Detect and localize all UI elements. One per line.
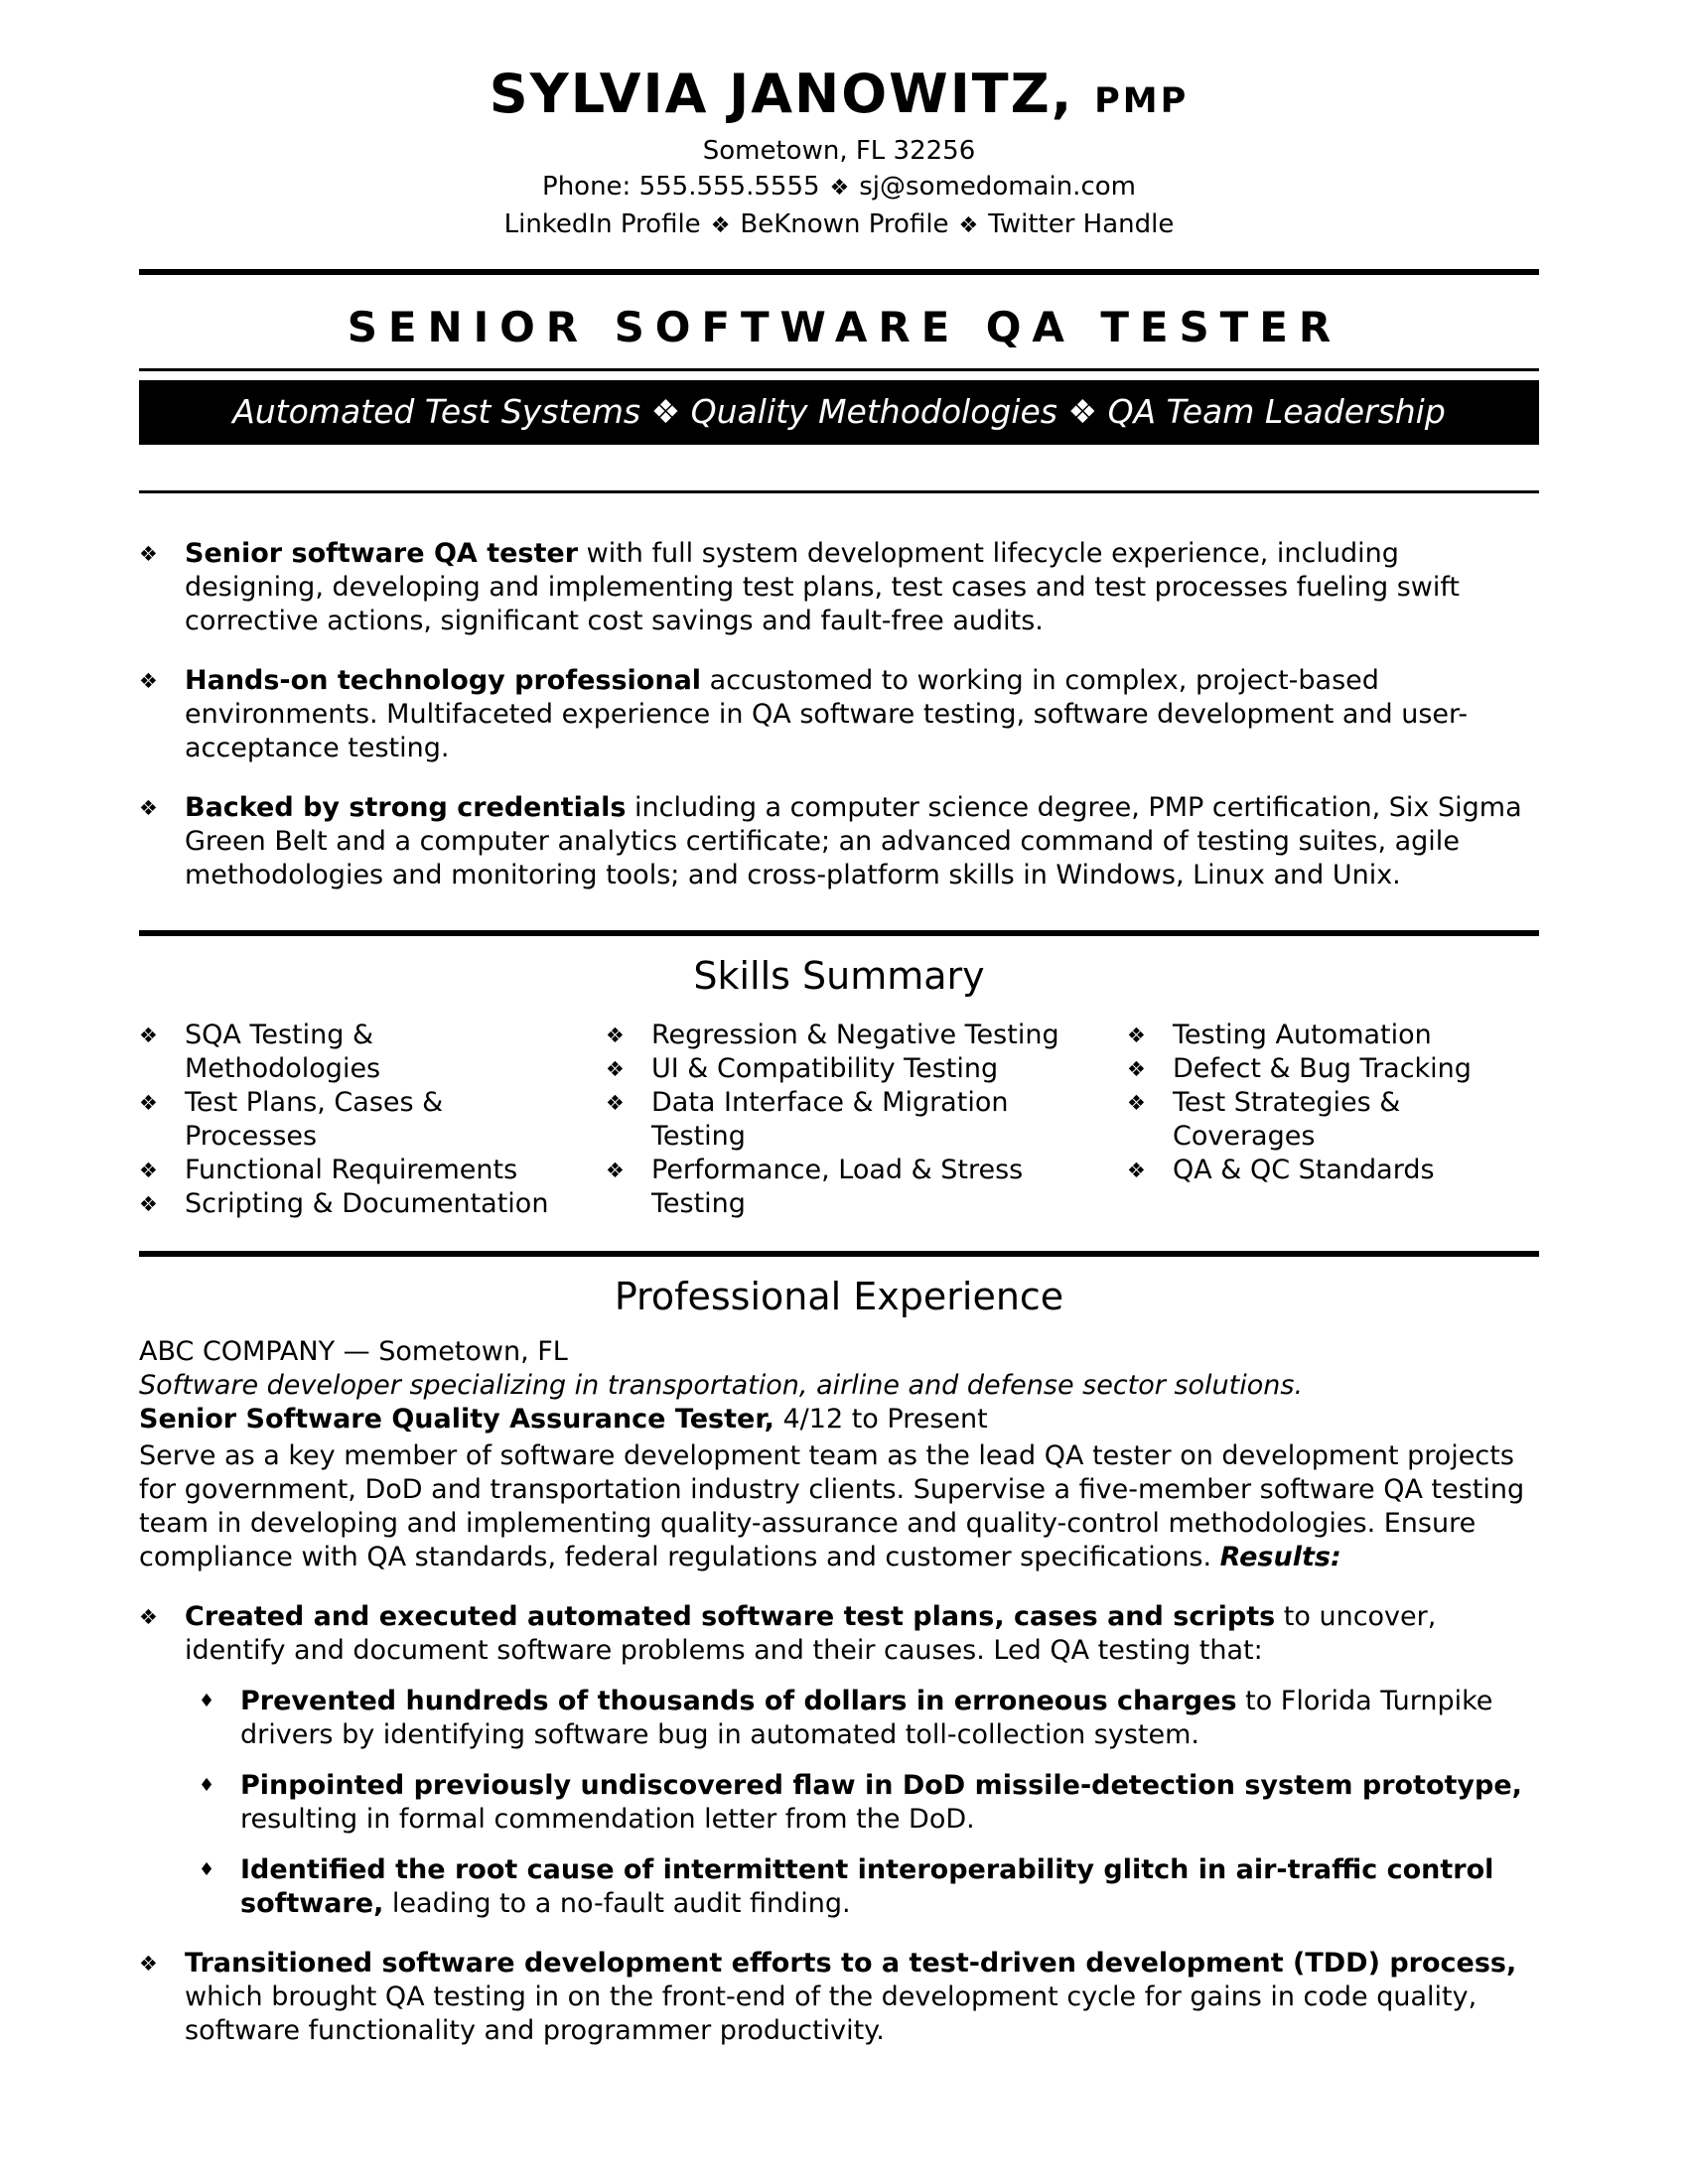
- experience-heading: Professional Experience: [614, 1275, 1064, 1318]
- skills-heading: Skills Summary: [693, 954, 985, 998]
- diamond-bullet-icon: ❖: [1127, 1057, 1146, 1081]
- name-text: SYLVIA JANOWITZ,: [489, 63, 1074, 125]
- experience-bullet-text: [185, 1600, 1539, 1668]
- twitter-handle-link[interactable]: Twitter Handle: [988, 209, 1175, 239]
- diamond-bullet-icon: ❖: [606, 1057, 625, 1081]
- contact-email-link[interactable]: sj@somedomain.com: [859, 172, 1136, 202]
- summary-bullet-text: [185, 537, 1539, 638]
- summary-bullet-lead: Hands-on technology professional: [185, 665, 702, 696]
- skill-item: [1127, 1052, 1539, 1086]
- diamond-bullet-icon: ❖: [606, 1091, 625, 1115]
- skill-item: [1127, 1154, 1539, 1187]
- diamond-separator-icon: ❖: [829, 176, 850, 201]
- skill-label: Regression & Negative Testing: [651, 1020, 1059, 1050]
- resume-title: SENIOR SOFTWARE QA TESTER: [347, 303, 1342, 351]
- summary-bullet-text: [185, 791, 1539, 892]
- experience-sub-bullet: [199, 1853, 1539, 1921]
- specialty-banner: [139, 380, 1539, 445]
- skills-column-3: [1127, 1019, 1539, 1221]
- skill-label: Scripting & Documentation: [185, 1188, 549, 1219]
- role-title: Senior Software Quality Assurance Tester,: [139, 1404, 774, 1434]
- skill-label: QA & QC Standards: [1173, 1155, 1435, 1185]
- experience-paragraph: [139, 1439, 1539, 1574]
- skill-label: Test Plans, Cases & Processes: [185, 1087, 444, 1152]
- role-line: [139, 1403, 1539, 1436]
- role-dates: 4/12 to Present: [774, 1404, 988, 1434]
- experience-sub-bullet-text: [240, 1685, 1539, 1752]
- name-heading: [139, 64, 1539, 132]
- experience-bullet-lead: Transitioned software development efforts to a test-driven development (TDD) process,: [185, 1948, 1517, 1979]
- company-description: Software developer specializing in transportation, airline and defense sector solutions.: [139, 1370, 1304, 1401]
- skill-item: [139, 1019, 606, 1086]
- skill-item: [139, 1086, 606, 1154]
- sub-bullet-rest: to Florida Turnpike drivers by identifying software bug in automated toll-collection system.: [240, 1686, 1493, 1750]
- divider-below-banner: [139, 490, 1539, 493]
- small-diamond-bullet-icon: ♦: [199, 1859, 215, 1880]
- skill-label: UI & Compatibility Testing: [651, 1053, 999, 1084]
- skill-item: [606, 1052, 1127, 1086]
- summary-bullet: [139, 537, 1539, 638]
- experience-sub-bullet-text: [240, 1769, 1539, 1837]
- diamond-bullet-icon: ❖: [139, 669, 158, 693]
- divider-above-banner: [139, 368, 1539, 371]
- contact-links-line: [139, 207, 1539, 243]
- experience-bullet: [139, 1947, 1539, 2048]
- diamond-bullet-icon: ❖: [139, 1159, 158, 1182]
- summary-bullet-lead: Backed by strong credentials: [185, 792, 627, 823]
- experience-sub-bullet: [199, 1769, 1539, 1837]
- skill-item: [139, 1187, 606, 1221]
- skill-label: Data Interface & Migration Testing: [651, 1087, 1009, 1152]
- summary-bullet-rest: with full system development lifecycle experience, including designing, developing and implementing test plans, test cases and test processes fueling swift corrective actions, significant cost savings and fault-free audits.: [185, 538, 1460, 636]
- summary-bullet: [139, 664, 1539, 765]
- diamond-bullet-icon: ❖: [139, 1192, 158, 1216]
- diamond-bullet-icon: ❖: [1127, 1024, 1146, 1047]
- diamond-separator-icon: ❖: [958, 213, 979, 238]
- experience-bullet-rest: which brought QA testing in on the front-end of the development cycle for gains in code quality, software functionality and programmer productivity.: [185, 1981, 1477, 2046]
- resume-header: [139, 64, 1539, 243]
- specialty-banner-text: Automated Test Systems ❖ Quality Methodologies ❖ QA Team Leadership: [232, 392, 1446, 431]
- credential-suffix: PMP: [1094, 81, 1190, 121]
- sub-bullet-lead: Pinpointed previously undiscovered flaw in DoD missile-detection system prototype,: [240, 1770, 1522, 1801]
- summary-bullet-lead: Senior software QA tester: [185, 538, 579, 569]
- skill-item: [606, 1154, 1127, 1221]
- skills-column-1: [139, 1019, 606, 1221]
- summary-bullet-text: [185, 664, 1539, 765]
- skill-label: Performance, Load & Stress Testing: [651, 1155, 1024, 1219]
- skill-item: [606, 1086, 1127, 1154]
- summary-bullet-rest: including a computer science degree, PMP certification, Six Sigma Green Belt and a computer analytics certificate; an advanced command of testing suites, agile methodologies and monitoring tools; and cross-platform skills in Windows, Linux and Unix.: [185, 792, 1522, 890]
- skill-label: Test Strategies & Coverages: [1173, 1087, 1401, 1152]
- contact-phone-line: [139, 170, 1539, 205]
- skill-label: Testing Automation: [1173, 1020, 1432, 1050]
- diamond-bullet-icon: ❖: [139, 1952, 158, 1976]
- experience-bullet-rest: to uncover, identify and document software problems and their causes. Led QA testing that:: [185, 1601, 1437, 1666]
- diamond-bullet-icon: ❖: [139, 796, 158, 820]
- experience-paragraph-text: Serve as a key member of software development team as the lead QA tester on development projects for government, DoD and transportation industry clients. Supervise a five-member software QA testing team in developing and implementing quality-assurance and quality-control methodologies. Ensure compliance with QA standards, federal regulations and customer specifications.: [139, 1440, 1525, 1572]
- experience-sub-bullet: [199, 1685, 1539, 1752]
- diamond-bullet-icon: ❖: [139, 1091, 158, 1115]
- diamond-bullet-icon: ❖: [606, 1159, 625, 1182]
- beknown-profile-link[interactable]: BeKnown Profile: [740, 209, 949, 239]
- skill-label: Functional Requirements: [185, 1155, 518, 1185]
- skill-label: SQA Testing & Methodologies: [185, 1020, 381, 1084]
- contact-location: Sometown, FL 32256: [702, 136, 976, 166]
- skills-columns: [139, 1019, 1539, 1221]
- summary-section: [139, 537, 1539, 892]
- experience-bullet: [139, 1600, 1539, 1668]
- sub-bullet-rest: leading to a no-fault audit finding.: [383, 1888, 851, 1919]
- diamond-bullet-icon: ❖: [139, 1024, 158, 1047]
- experience-bullet-text: [185, 1947, 1539, 2048]
- skill-item: [1127, 1086, 1539, 1154]
- divider-header: [139, 269, 1539, 275]
- diamond-separator-icon: ❖: [710, 213, 731, 238]
- contact-phone: Phone: 555.555.5555: [542, 172, 820, 202]
- sub-bullet-lead: Prevented hundreds of thousands of dollars in erroneous charges: [240, 1686, 1237, 1716]
- experience-section: [139, 1335, 1539, 2048]
- divider-experience: [139, 1251, 1539, 1257]
- diamond-bullet-icon: ❖: [139, 1605, 158, 1629]
- skill-item: [606, 1019, 1127, 1052]
- experience-bullet-lead: Created and executed automated software test plans, cases and scripts: [185, 1601, 1276, 1632]
- linkedin-profile-link[interactable]: LinkedIn Profile: [503, 209, 701, 239]
- skills-column-2: [606, 1019, 1127, 1221]
- skill-label: Defect & Bug Tracking: [1173, 1053, 1472, 1084]
- summary-bullet: [139, 791, 1539, 892]
- diamond-bullet-icon: ❖: [606, 1024, 625, 1047]
- summary-bullet-rest: accustomed to working in complex, project-based environments. Multifaceted experience in QA software testing, software development and user-acceptance testing.: [185, 665, 1469, 763]
- sub-bullet-rest: resulting in formal commendation letter from the DoD.: [240, 1804, 975, 1835]
- company-line: ABC COMPANY — Sometown, FL: [139, 1336, 568, 1367]
- divider-skills: [139, 930, 1539, 936]
- diamond-bullet-icon: ❖: [1127, 1159, 1146, 1182]
- experience-sub-bullet-text: [240, 1853, 1539, 1921]
- skill-item: [1127, 1019, 1539, 1052]
- small-diamond-bullet-icon: ♦: [199, 1691, 215, 1711]
- results-label: Results:: [1219, 1542, 1341, 1572]
- diamond-bullet-icon: ❖: [139, 542, 158, 566]
- diamond-bullet-icon: ❖: [1127, 1091, 1146, 1115]
- small-diamond-bullet-icon: ♦: [199, 1775, 215, 1796]
- sub-bullet-lead: Identified the root cause of intermittent interoperability glitch in air-traffic control software,: [240, 1854, 1494, 1919]
- skill-item: [139, 1154, 606, 1187]
